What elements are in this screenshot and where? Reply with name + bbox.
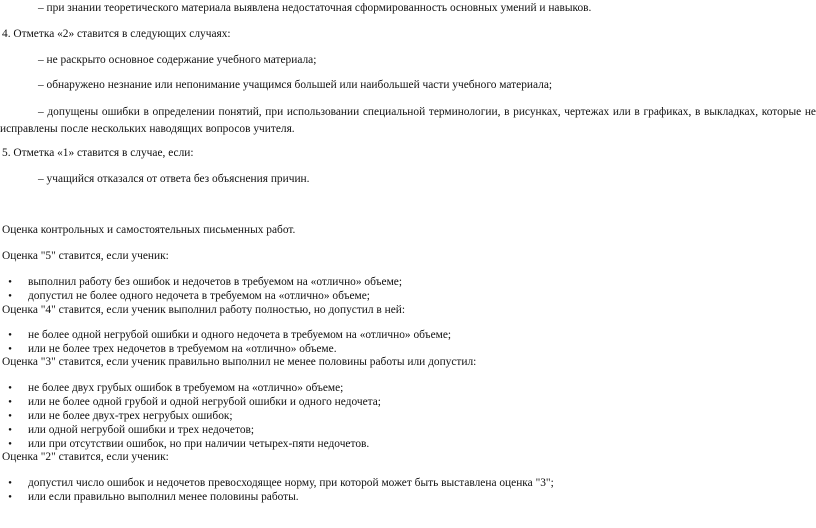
item4-point-3: – допущены ошибки в определении понятий, при использовании специальной терминологии, в рисунках, чертежах или в графиках, в выкладках, которые не исправлены после нескольких наводящих вопросов учителя. xyxy=(0,106,816,135)
bullet-icon xyxy=(0,383,20,395)
bullet-icon xyxy=(0,439,20,451)
grade5-heading: Оценка "5" ставится, если ученик: xyxy=(2,250,169,262)
list-item: или не более одной грубой и одной негрубой ошибки и одного недочета; xyxy=(28,396,381,408)
bullet-icon xyxy=(0,425,20,437)
item4-point-1: – не раскрыто основное содержание учебного материала; xyxy=(38,54,317,66)
bullet-icon xyxy=(0,277,20,289)
list-item: или если правильно выполнил менее половины работы. xyxy=(28,491,299,503)
list-item: или при отсутствии ошибок, но при наличии четырех-пяти недочетов. xyxy=(28,438,370,450)
grade4-heading: Оценка "4" ставится, если ученик выполнил работу полностью, но допустил в ней: xyxy=(2,304,406,316)
grade3-heading: Оценка "3" ставится, если ученик правильно выполнил не менее половины работы или допустил: xyxy=(2,356,477,368)
list-item: выполнил работу без ошибок и недочетов в требуемом на «отлично» объеме; xyxy=(28,276,402,288)
bullet-icon xyxy=(0,411,20,423)
bullet-icon xyxy=(0,492,20,504)
grade2-heading: Оценка "2" ставится, если ученик: xyxy=(2,451,169,463)
bullet-icon xyxy=(0,397,20,409)
list-item: допустил число ошибок и недочетов превосходящее норму, при которой может быть выставлена оценка "3"; xyxy=(28,477,554,489)
list-item: не более двух грубых ошибок в требуемом на «отлично» объеме; xyxy=(28,382,344,394)
bullet-icon xyxy=(0,330,20,342)
bullet-icon xyxy=(0,344,20,356)
bullet-icon xyxy=(0,478,20,490)
list-item: или не более двух-трех негрубых ошибок; xyxy=(28,410,233,422)
paragraph-top: – при знании теоретического материала выявлена недостаточная сформированность основных умений и навыков. xyxy=(38,2,592,14)
section-title: Оценка контрольных и самостоятельных письменных работ. xyxy=(2,224,296,236)
item4-heading: 4. Отметка «2» ставится в следующих случаях: xyxy=(2,28,231,40)
list-item: или одной негрубой ошибки и трех недочетов; xyxy=(28,424,255,436)
list-item: допустил не более одного недочета в требуемом на «отлично» объеме; xyxy=(28,290,370,302)
list-item: не более одной негрубой ошибки и одного недочета в требуемом на «отлично» объеме; xyxy=(28,329,452,341)
item5-heading: 5. Отметка «1» ставится в случае, если: xyxy=(2,147,194,159)
bullet-icon xyxy=(0,291,20,303)
item5-point: – учащийся отказался от ответа без объяснения причин. xyxy=(38,173,310,185)
item4-point-2: – обнаружено незнание или непонимание учащимся большей или наибольшей части учебного материала; xyxy=(38,79,553,91)
list-item: или не более трех недочетов в требуемом на «отлично» объеме. xyxy=(28,343,337,355)
